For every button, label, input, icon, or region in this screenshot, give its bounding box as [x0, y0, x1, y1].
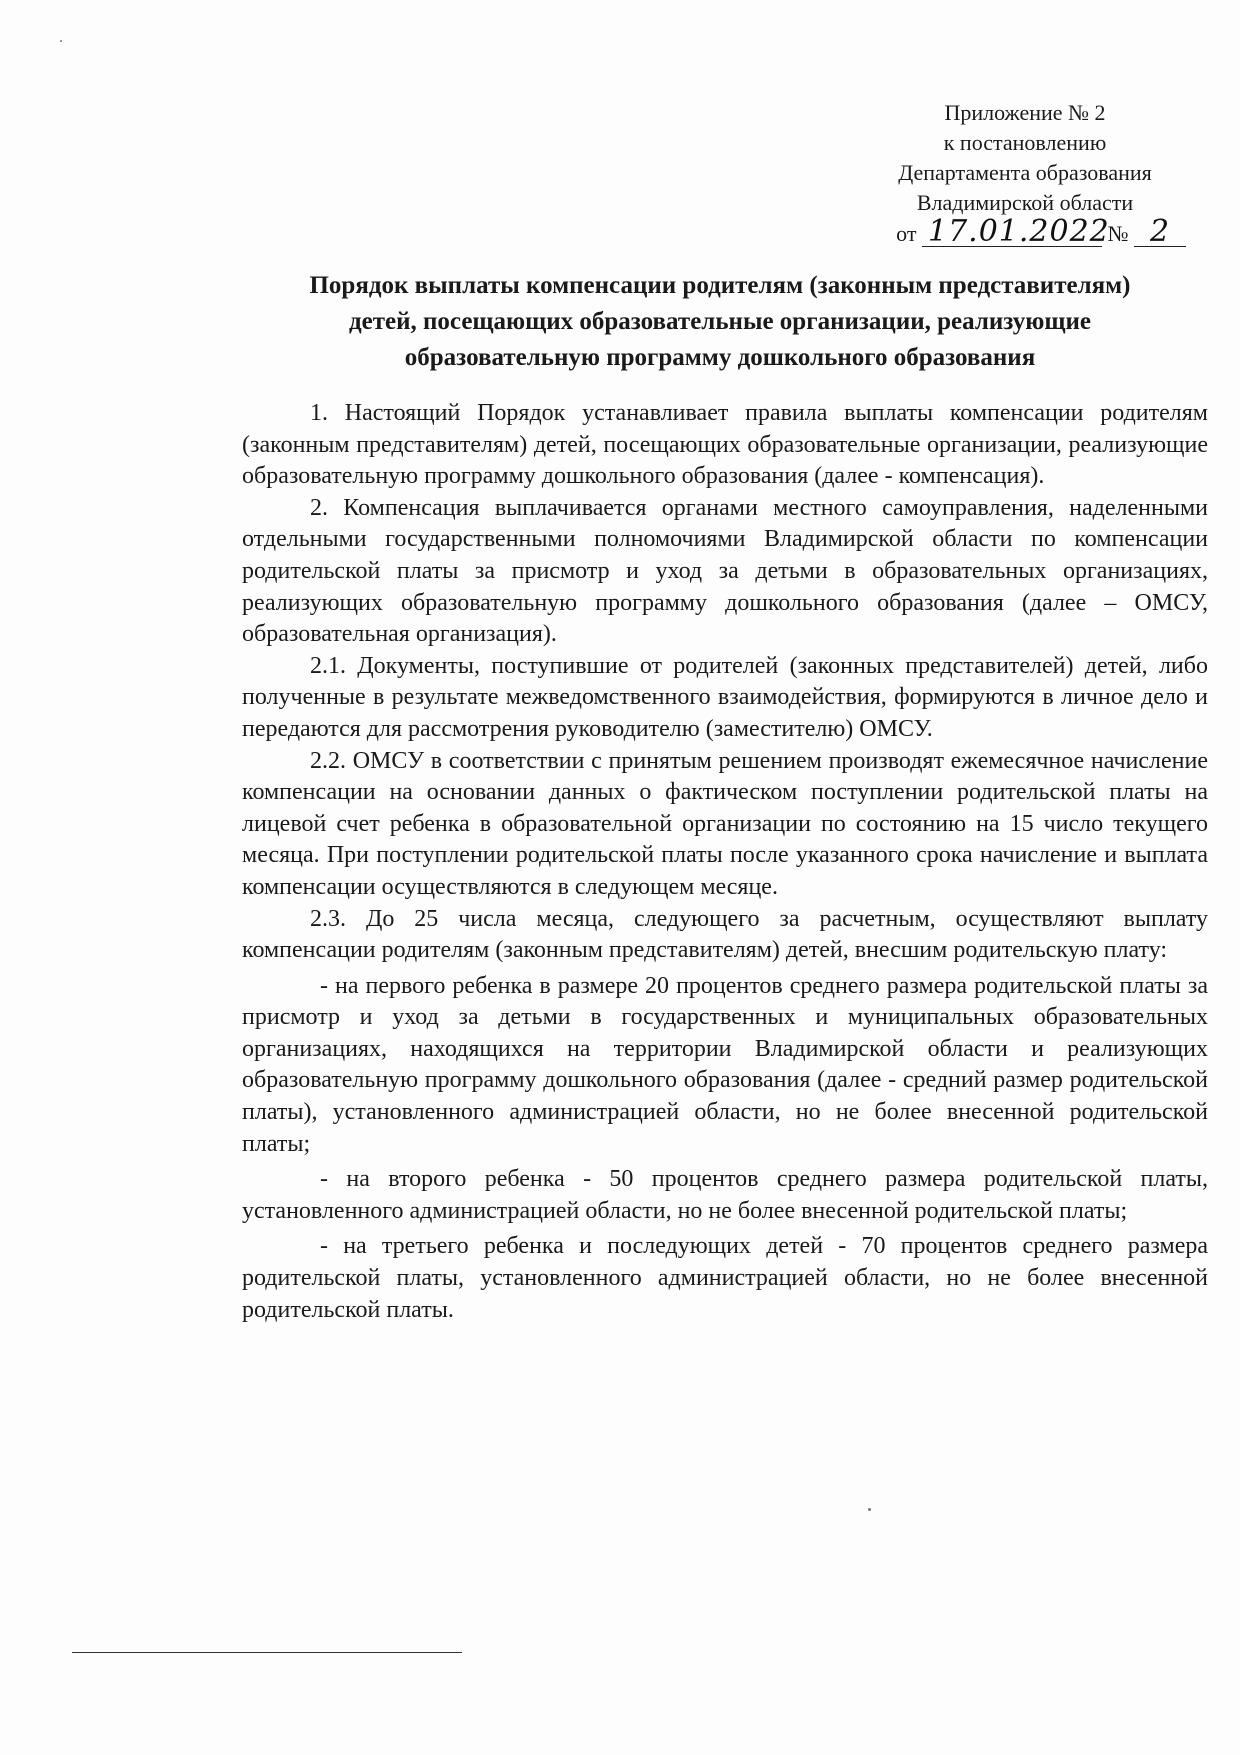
- annex-number-handwritten: 2: [1134, 218, 1186, 247]
- scan-speck: [868, 1508, 871, 1511]
- title-line-2: детей, посещающих образовательные организации, реализующие: [348, 308, 1092, 335]
- annex-resolution-label: к постановлению: [943, 130, 1107, 155]
- document-title: [250, 268, 1190, 376]
- scan-speck: [60, 40, 62, 42]
- paragraph-2-3: 2.3. До 25 числа месяца, следующего за расчетным, осуществляют выплату компенсации родителям (законным представителям) детей, внесшим родительскую плату:: [242, 905, 1208, 964]
- footnote-divider: [72, 1652, 462, 1653]
- annex-from-label: от: [896, 221, 917, 246]
- annex-region: Владимирской области: [916, 190, 1134, 215]
- title-line-3: образовательную программу дошкольного образования: [404, 344, 1036, 371]
- paragraph-1: 1. Настоящий Порядок устанавливает правила выплаты компенсации родителям (законным представителям) детей, посещающих образовательные организации, реализующие образовательную программу дошкольного образования (далее - компенсация).: [242, 400, 1208, 490]
- annex-title: Приложение № 2: [944, 100, 1106, 125]
- title-line-1: Порядок выплаты компенсации родителям (законным представителям): [309, 272, 1131, 299]
- annex-number-label: №: [1107, 221, 1129, 246]
- paragraph-2-1: 2.1. Документы, поступившие от родителей (законных представителей) детей, либо полученные в результате межведомственного взаимодействия, формируются в личное дело и передаются для рассмотрения руководителю (заместителю) ОМСУ.: [242, 652, 1208, 742]
- document-body: [242, 398, 1208, 1326]
- paragraph-2: 2. Компенсация выплачивается органами местного самоуправления, наделенными отдельными государственными полномочиями Владимирской области по компенсации родительской платы за присмотр и уход за детьми в образовательных организациях, реализующих образовательную программу дошкольного образования (далее – ОМСУ, образовательная организация).: [242, 494, 1208, 648]
- paragraph-2-2: 2.2. ОМСУ в соответствии с принятым решением производят ежемесячное начисление компенсации на основании данных о фактическом поступлении родительской платы на лицевой счет ребенка в образовательной организации по состоянию на 15 число текущего месяца. При поступлении родительской платы после указанного срока начисление и выплата компенсации осуществляются в следующем месяце.: [242, 747, 1208, 900]
- list-item-first-child: - на первого ребенка в размере 20 процентов среднего размера родительской платы за присмотр и уход за детьми в государственных и муниципальных образовательных организациях, находящихся на территории Владимирской области и реализующих образовательную программу дошкольного образования (далее - средний размер родительской платы), установленного администрацией области, но не более внесенной родительской платы;: [242, 972, 1208, 1157]
- list-item-third-child: - на третьего ребенка и последующих детей - 70 процентов среднего размера родительской платы, установленного администрацией области, но не более внесенной родительской платы.: [242, 1233, 1208, 1323]
- annex-date-row: [860, 214, 1190, 249]
- annex-department: Департамента образования: [898, 160, 1152, 185]
- annex-date-handwritten: 17.01.2022: [922, 218, 1102, 247]
- list-item-second-child: - на второго ребенка - 50 процентов среднего размера родительской платы, установленного администрацией области, но не более внесенной родительской платы;: [242, 1166, 1208, 1224]
- annex-header: [860, 98, 1190, 249]
